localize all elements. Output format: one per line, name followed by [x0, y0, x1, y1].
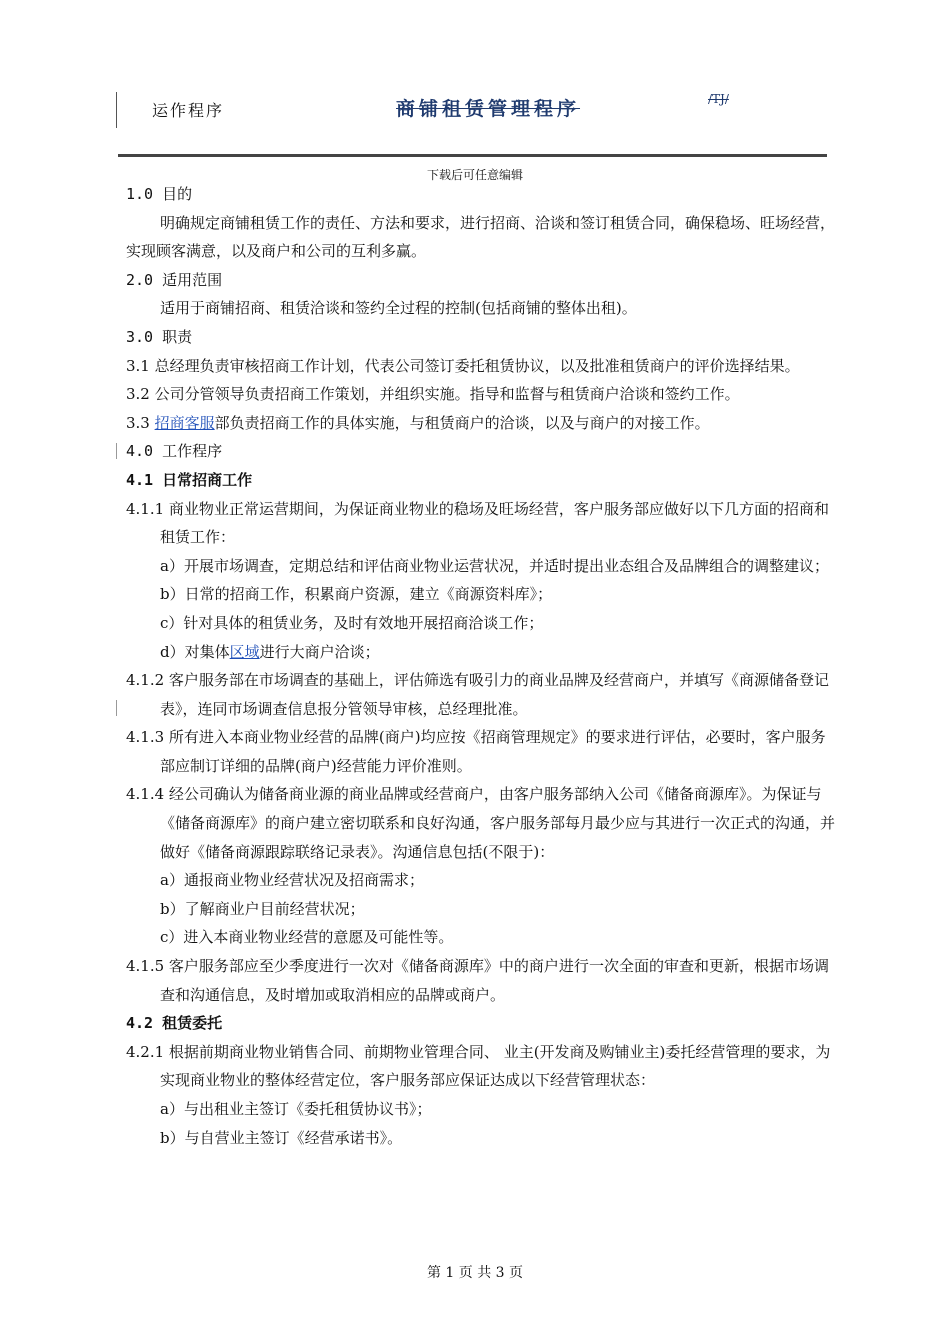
clause: 4.1.1 商业物业正常运营期间，为保证商业物业的稳场及旺场经营，客户服务部应做好以下几方面的招商和租赁工作：: [126, 499, 829, 547]
list-item: b）日常的招商工作，积累商户资源，建立《商源资料库》；: [160, 585, 553, 604]
header-rule: [118, 154, 827, 157]
list-item: a）与出租业主签订《委托租赁协议书》；: [160, 1100, 432, 1118]
paragraph: 明确规定商铺租赁工作的责任、方法和要求，进行招商、洽谈和签订租赁合同，确保稳场、旺场经营，实现顾客满意，以及商户和公司的互利多赢。: [126, 213, 836, 261]
list-item: a）开展市场调查，定期总结和评估商业物业运营状况，并适时提出业态组合及品牌组合的调整建议；: [160, 556, 829, 575]
subsection-heading: 4.2 租赁委托: [126, 1014, 223, 1033]
header-title: 商铺租赁管理程序: [396, 98, 581, 120]
paragraph: [126, 409, 838, 438]
paragraph: 3.1 总经理负责审核招商工作计划，代表公司签订委托租赁协议，以及批准租赁商户的评价选择结果。: [126, 356, 800, 375]
list-item: a）通报商业物业经营状况及招商需求；: [160, 871, 424, 890]
paragraph: 适用于商铺招商、租赁洽谈和签约全过程的控制(包括商铺的整体出租)。: [160, 299, 637, 318]
header-vertical-bar: [116, 92, 117, 128]
page-footer: 第 1 页 共 3 页: [426, 1265, 524, 1281]
list-text: d）对集体: [160, 642, 230, 661]
change-bar: [116, 443, 117, 459]
link-zhaoshang-kefu[interactable]: 招商客服: [154, 413, 215, 432]
list-item: c）进入本商业物业经营的意愿及可能性等。: [160, 928, 454, 947]
header-doc-type: 运作程序: [152, 101, 225, 120]
section-heading: 4.0 工作程序: [126, 442, 223, 461]
list-item: b）与自营业主签订《经营承诺书》。: [160, 1128, 403, 1147]
list-text: 进行大商户洽谈；: [259, 642, 380, 661]
document-body: [126, 180, 838, 1152]
section-heading: 3.0 职责: [126, 327, 193, 346]
list-item: [126, 638, 838, 667]
clause: 4.1.3 所有进入本商业物业经营的品牌(商户)均应按《招商管理规定》的要求进行评估，必要时，客户服务部应制订详细的品牌(商户)经营能力评价准则。: [126, 728, 826, 775]
clause: 4.1.5 客户服务部应至少季度进行一次对《储备商源库》中的商户进行一次全面的审查和更新，根据市场调查和沟通信息，及时增加或取消相应的品牌或商户。: [126, 957, 829, 1004]
clause: 4.1.4 经公司确认为储备商业源的商业品牌或经营商户，由客户服务部纳入公司《储备商源库》。为保证与《储备商源库》的商户建立密切联系和良好沟通，客户服务部每月最少应与其进行一次正式的沟通，并做好《储备商源跟踪联络记录表》。沟通信息包括(不限于)：: [126, 785, 836, 861]
subsection-heading: 4.1 日常招商工作: [126, 470, 253, 489]
header-code: /TJ/: [708, 92, 729, 106]
paragraph-text: 部负责招商工作的具体实施，与租赁商户的洽谈，以及与商户的对接工作。: [214, 413, 710, 432]
change-bar: [116, 700, 117, 716]
paragraph-number: 3.3: [126, 413, 155, 432]
link-quyu[interactable]: 区域: [229, 642, 260, 661]
list-item: b）了解商业户目前经营状况；: [160, 899, 365, 918]
section-heading: 1.0 目的: [126, 185, 193, 203]
download-note: 下载后可任意编辑: [426, 168, 523, 182]
list-item: c）针对具体的租赁业务，及时有效地开展招商洽谈工作；: [160, 613, 544, 632]
paragraph: 3.2 公司分管领导负责招商工作策划，并组织实施。指导和监督与租赁商户洽谈和签约工作。: [126, 385, 740, 404]
clause: 4.2.1 根据前期商业物业销售合同、前期物业管理合同、 业主(开发商及购铺业主)委托经营管理的要求，为实现商业物业的整体经营定位，客户服务部应保证达成以下经营管理状态：: [126, 1042, 831, 1090]
clause: 4.1.2 客户服务部在市场调查的基础上，评估筛选有吸引力的商业品牌及经营商户，并填写《商源储备登记表》，连同市场调查信息报分管领导审核，总经理批准。: [126, 671, 829, 718]
section-heading: 2.0 适用范围: [126, 270, 223, 289]
